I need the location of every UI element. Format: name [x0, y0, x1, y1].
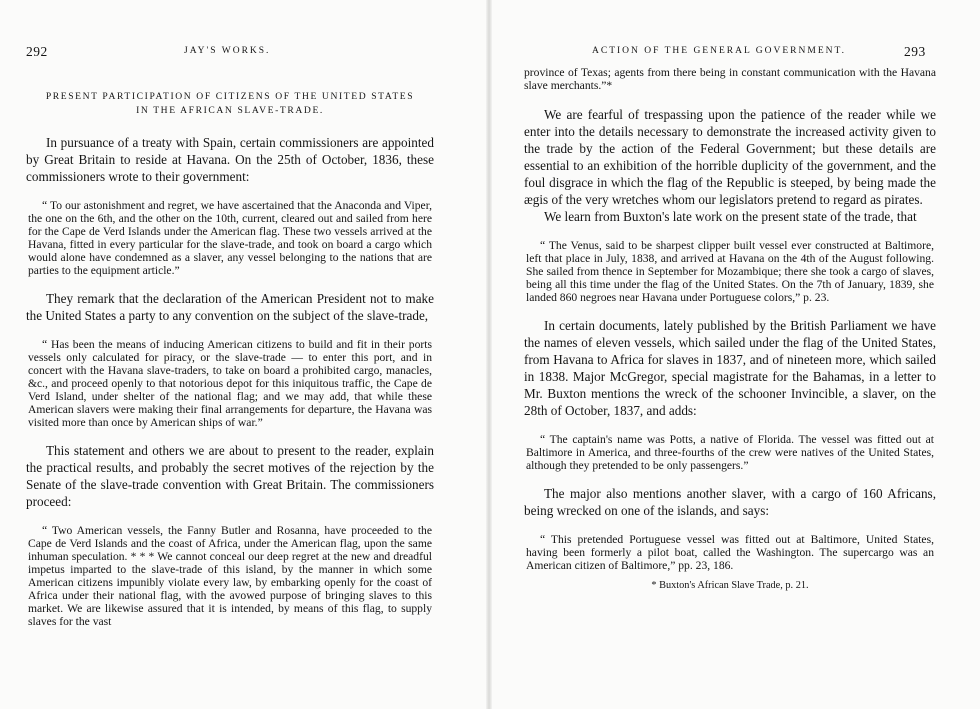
section-title: [26, 90, 434, 118]
right-page: [492, 0, 980, 709]
right-paragraph-2: We learn from Buxton's late work on the present state of the trade, that: [544, 209, 917, 224]
right-running-head: ACTION OF THE GENERAL GOVERNMENT.: [592, 46, 846, 56]
section-title-line1: PRESENT PARTICIPATION OF CITIZENS OF THE UNITED STATES: [45, 91, 415, 102]
section-title-line2: IN THE AFRICAN SLAVE-TRADE.: [136, 105, 324, 116]
right-page-number: 293: [904, 44, 926, 59]
left-quote-3: “ Two American vessels, the Fanny Butler and Rosanna, have proceeded to the Cape de Verd Islands and the coast of Africa, under the American flag, upon the same inhuman speculation. * * * We cannot conceal our deep regret at the new and dreadful impetus imparted to the slave-trade of this island, by the manner in which some American citizens impunibly violate every law, by embarking openly for the coast of Africa under their national flag, with the avowed purpose of bringing slaves to this market. We are likewise assured that it is intended, by means of this flag, to supply slaves for the vast: [28, 524, 432, 628]
right-quote-1: “ The Venus, said to be sharpest clipper built vessel ever constructed at Baltimore, left that place in July, 1838, and arrived at Havana on the 4th of the August following. She sailed from thence in September for Mozambique; there she took a cargo of slaves, being all this time under the flag of the United States. On the 7th of January, 1839, she landed 860 negroes near Havana under Portuguese colors,” p. 23.: [526, 239, 934, 304]
right-quote-2: “ The captain's name was Potts, a native of Florida. The vessel was fitted out at Baltimore in America, and three-fourths of the crew were natives of the United States, although they pretended to be only passengers.”: [526, 433, 934, 472]
continued-quote: province of Texas; agents from there being in constant communication with the Havana slave merchants.”*: [524, 66, 936, 92]
right-paragraph-1: We are fearful of trespassing upon the patience of the reader while we enter into the details necessary to demonstrate the increased activity given to the trade by the action of the Federal Government; but these details are essential to an exhibition of the horrible duplicity of the government, and the foul disgrace in which the flag of the Republic is steeped, by being made the ægis of the very wretches whom our legislators pretend to regard as pirates.: [524, 107, 936, 207]
left-column: [26, 86, 434, 628]
left-quote-1: “ To our astonishment and regret, we have ascertained that the Anaconda and Viper, the one on the 6th, and the other on the 10th, current, cleared out and sailed from here for the Cape de Verd Islands under the American flag. These two vessels arrived at the Havana, fitted in every particular for the slave-trade, and took on board a cargo which would alone have condemned as a slaver, any vessel belonging to the nations that are parties to the equipment article.”: [28, 199, 432, 277]
right-paragraph-4: The major also mentions another slaver, with a cargo of 160 Africans, being wrecked on one of the islands, and says:: [524, 486, 936, 518]
left-running-head: JAY'S WORKS.: [184, 46, 271, 56]
left-quote-2: “ Has been the means of inducing American citizens to build and fit in their ports vessels only calculated for piracy, or the slave-trade — to enter this port, and in concert with the Havana slave-traders, to take on board a prohibited cargo, manacles, &c., and proceed openly to that notorious depot for this iniquitous traffic, the Cape de Verd Island, under shelter of the national flag; and we may add, that while these American slavers were making their final arrangements for departure, the Havana was visited more than once by American ships of war.”: [28, 338, 432, 429]
left-paragraph-1: In pursuance of a treaty with Spain, certain commissioners are appointed by Great Britain to reside at Havana. On the 25th of October, 1836, these commissioners wrote to their government:: [26, 135, 434, 184]
left-page: [0, 0, 486, 709]
footnote: * Buxton's African Slave Trade, p. 21.: [651, 580, 809, 591]
left-paragraph-2: They remark that the declaration of the American President not to make the United States a party to any convention on the subject of the slave-trade,: [26, 291, 434, 323]
right-quote-3: “ This pretended Portuguese vessel was fitted out at Baltimore, United States, having been formerly a pilot boat, called the Washington. The supercargo was an American citizen of Baltimore,” pp. 23, 186.: [526, 533, 934, 572]
right-paragraph-3: In certain documents, lately published by the British Parliament we have the names of eleven vessels, which sailed under the flag of the United States, from Havana to Africa for slaves in 1837, and of nineteen more, which sailed in 1838. Major McGregor, special magistrate for the Bahamas, in a letter to Mr. Buxton mentions the wreck of the schooner Invincible, a slaver, on the 28th of October, 1837, and adds:: [524, 318, 936, 418]
left-page-number: 292: [26, 44, 48, 59]
left-paragraph-3: This statement and others we are about to present to the reader, explain the practical results, and probably the secret motives of the rejection by the Senate of the slave-trade convention with Great Britain. The commissioners proceed:: [26, 443, 434, 509]
right-column: [524, 66, 936, 591]
